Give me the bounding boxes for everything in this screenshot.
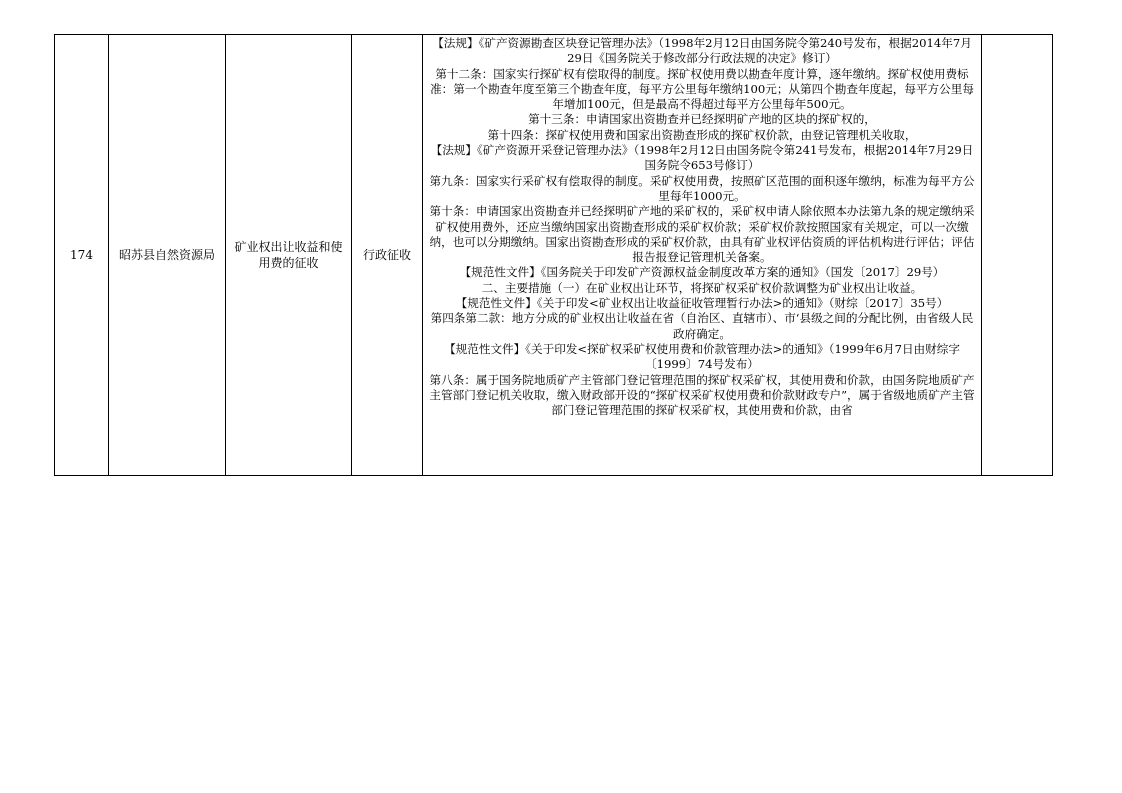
basis-paragraph: 第四条第二款：地方分成的矿业权出让收益在省（自治区、直辖市）、市‘县级之间的分配比例，由省级人民政府确定。 xyxy=(430,311,974,341)
cell-remark xyxy=(982,35,1053,476)
basis-paragraph: 第十条：申请国家出资勘查并已经探明矿产地的采矿权的，采矿权申请人除依照本办法第九条的规定缴纳采矿权使用费外，还应当缴纳国家出资勘查形成的采矿权价款；采矿权价款按照国家有关规定，可以一次缴纳，也可以分期缴纳。国家出资勘查形成的采矿权价款，由具有矿业权评估资质的评估机构进行评估；评估报告报登记管理机关备案。 xyxy=(429,204,975,265)
row-number: 174 xyxy=(70,248,93,262)
basis-paragraph: 第十四条：探矿权使用费和国家出资勘查形成的探矿权价款，由登记管理机关收取， xyxy=(487,127,917,142)
basis-paragraph: 【规范性文件】《关于印发<矿业权出让收益征收管理暂行办法>的通知》（财综〔2017〕35号） xyxy=(455,296,949,311)
basis-paragraph: 第十三条：申请国家出资勘查并已经探明矿产地的区块的探矿权的， xyxy=(528,112,876,127)
cell-item-type xyxy=(352,35,423,476)
record-table xyxy=(54,34,1053,476)
cell-row-number xyxy=(55,35,109,476)
basis-paragraph: 【规范性文件】《国务院关于印发矿产资源权益金制度改革方案的通知》（国发〔2017〕29号） xyxy=(459,265,945,280)
basis-paragraph: 【规范性文件】《关于印发<探矿权采矿权使用费和价款管理办法>的通知》（1999年6月7日由财综字〔1999〕74号发布） xyxy=(444,341,960,372)
basis-paragraph: 二、主要措施（一）在矿业权出让环节，将探矿权采矿权价款调整为矿业权出让收益。 xyxy=(481,280,923,295)
department-name: 昭苏县自然资源局 xyxy=(118,248,215,262)
table-row xyxy=(55,35,1053,476)
cell-department xyxy=(109,35,226,476)
basis-paragraph: 【法规】《矿产资源开采登记管理办法》（1998年2月12日由国务院令第241号发布，根据2014年7月29日国务院令653号修订） xyxy=(430,143,974,173)
item-name: 矿业权出让收益和使用费的征收 xyxy=(234,240,343,270)
basis-paragraph: 第九条：国家实行采矿权有偿取得的制度。采矿权使用费，按照矿区范围的面积逐年缴纳，标准为每平方公里每年1000元。 xyxy=(429,173,975,203)
basis-paragraph: 第十二条：国家实行探矿权有偿取得的制度。探矿权使用费以勘查年度计算，逐年缴纳。探矿权使用费标准：第一个勘查年度至第三个勘查年度，每平方公里每年缴纳100元；从第四个勘查年度起，每平方公里每年增加100元，但是最高不得超过每平方公里每年500元。 xyxy=(430,66,974,112)
basis-paragraph: 第八条：属于国务院地质矿产主管部门登记管理范围的探矿权采矿权，其使用费和价款，由国务院地质矿产主管部门登记机关收取，缴入财政部开设的“探矿权采矿权使用费和价款财政专户”，属于省级地质矿产主管部门登记管理范围的探矿权采矿权，其使用费和价款，由省 xyxy=(429,372,975,418)
item-type: 行政征收 xyxy=(362,248,411,262)
legal-basis-text xyxy=(423,35,981,475)
basis-paragraph: 【法规】《矿产资源勘查区块登记管理办法》（1998年2月12日由国务院令第240号发布，根据2014年7月29日《国务院关于修改部分行政法规的决定》修订） xyxy=(432,36,972,66)
cell-item-name xyxy=(226,35,352,476)
cell-legal-basis xyxy=(423,35,982,476)
